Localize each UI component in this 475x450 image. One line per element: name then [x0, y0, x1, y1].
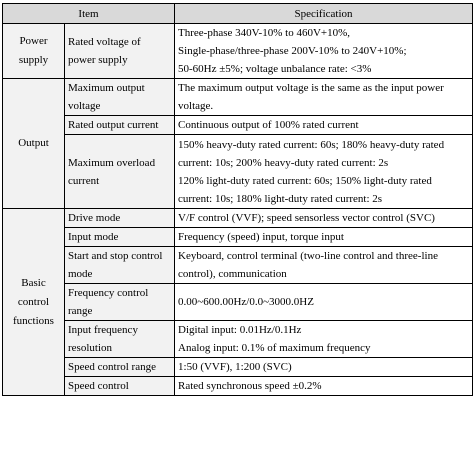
group-label: functions	[13, 314, 54, 327]
item-cell	[65, 377, 175, 396]
item-cell	[65, 24, 175, 79]
table-row	[3, 377, 473, 396]
spec-cell	[175, 377, 473, 396]
item-label: range	[68, 305, 93, 317]
item-label: Speed control range	[68, 361, 156, 373]
item-label: voltage	[68, 100, 101, 112]
group-cell	[3, 24, 65, 79]
spec-text: Three-phase 340V-10% to 460V+10%,	[178, 27, 350, 39]
spec-text: Analog input: 0.1% of maximum frequency	[178, 342, 371, 354]
spec-cell	[175, 24, 473, 79]
spec-cell	[175, 209, 473, 228]
item-label: Input frequency	[68, 324, 138, 336]
item-label: resolution	[68, 342, 112, 354]
group-cell	[3, 79, 65, 209]
item-label: Drive mode	[68, 212, 121, 224]
item-cell	[65, 247, 175, 284]
specification-table	[2, 3, 473, 396]
table-row	[3, 24, 473, 79]
spec-text: 120% light-duty rated current: 60s; 150% light-duty rated	[178, 174, 432, 187]
spec-text: V/F control (VVF); speed sensorless vector control (SVC)	[178, 212, 435, 224]
table-body	[3, 24, 473, 396]
item-cell	[65, 228, 175, 247]
item-cell	[65, 358, 175, 377]
item-label: Frequency control	[68, 287, 149, 299]
item-label: Input mode	[68, 231, 119, 243]
table-header-row	[3, 4, 473, 24]
item-label: Rated output current	[68, 119, 159, 131]
table-row	[3, 135, 473, 209]
spec-cell	[175, 321, 473, 358]
spec-cell	[175, 358, 473, 377]
item-label: Maximum overload	[68, 156, 156, 169]
spec-cell	[175, 228, 473, 247]
spec-table-page	[2, 3, 472, 396]
spec-text: Rated synchronous speed ±0.2%	[178, 380, 322, 392]
group-label: Basic	[21, 276, 46, 289]
group-label: Output	[18, 137, 49, 149]
table-row	[3, 247, 473, 284]
spec-text: voltage.	[178, 100, 214, 112]
table-row	[3, 321, 473, 358]
table-row	[3, 228, 473, 247]
table-row	[3, 79, 473, 116]
spec-text: 1:50 (VVF), 1:200 (SVC)	[178, 361, 292, 373]
group-label: Power	[19, 35, 48, 47]
table-row	[3, 209, 473, 228]
item-label: current	[68, 174, 100, 187]
item-label: Maximum output	[68, 82, 145, 94]
item-label: Speed control	[68, 380, 129, 392]
item-cell	[65, 116, 175, 135]
spec-cell	[175, 284, 473, 321]
group-label: control	[17, 295, 50, 308]
item-label: mode	[68, 268, 93, 280]
spec-text: Single-phase/three-phase 200V-10% to 240V+10%;	[178, 45, 407, 57]
table-row	[3, 358, 473, 377]
spec-cell	[175, 247, 473, 284]
item-cell	[65, 284, 175, 321]
group-cell	[3, 209, 65, 396]
header-specification: Specification	[175, 4, 473, 24]
spec-text: current: 10s; 180% light-duty rated current: 2s	[178, 192, 383, 205]
spec-text: Frequency (speed) input, torque input	[178, 231, 344, 243]
spec-text: control), communication	[178, 268, 287, 280]
item-label: power supply	[68, 54, 128, 66]
spec-text: 50-60Hz ±5%; voltage unbalance rate: <3%	[178, 63, 372, 75]
spec-text: Keyboard, control terminal (two-line control and three-line	[178, 250, 438, 262]
spec-text: Digital input: 0.01Hz/0.1Hz	[178, 324, 302, 336]
spec-text: Continuous output of 100% rated current	[178, 119, 359, 131]
item-cell	[65, 209, 175, 228]
group-label: supply	[18, 54, 49, 66]
table-row	[3, 284, 473, 321]
spec-text: 0.00~600.00Hz/0.0~3000.0HZ	[178, 296, 314, 308]
item-cell	[65, 79, 175, 116]
item-label: Start and stop control	[68, 250, 163, 262]
spec-text: current: 10s; 200% heavy-duty rated current: 2s	[178, 156, 389, 169]
table-row	[3, 116, 473, 135]
spec-cell	[175, 79, 473, 116]
spec-text: The maximum output voltage is the same as the input power	[178, 82, 444, 94]
spec-cell	[175, 116, 473, 135]
item-cell	[65, 135, 175, 209]
item-label: Rated voltage of	[68, 36, 141, 48]
item-cell	[65, 321, 175, 358]
header-item: Item	[3, 4, 175, 24]
spec-cell	[175, 135, 473, 209]
spec-text: 150% heavy-duty rated current: 60s; 180% heavy-duty rated	[178, 138, 445, 151]
